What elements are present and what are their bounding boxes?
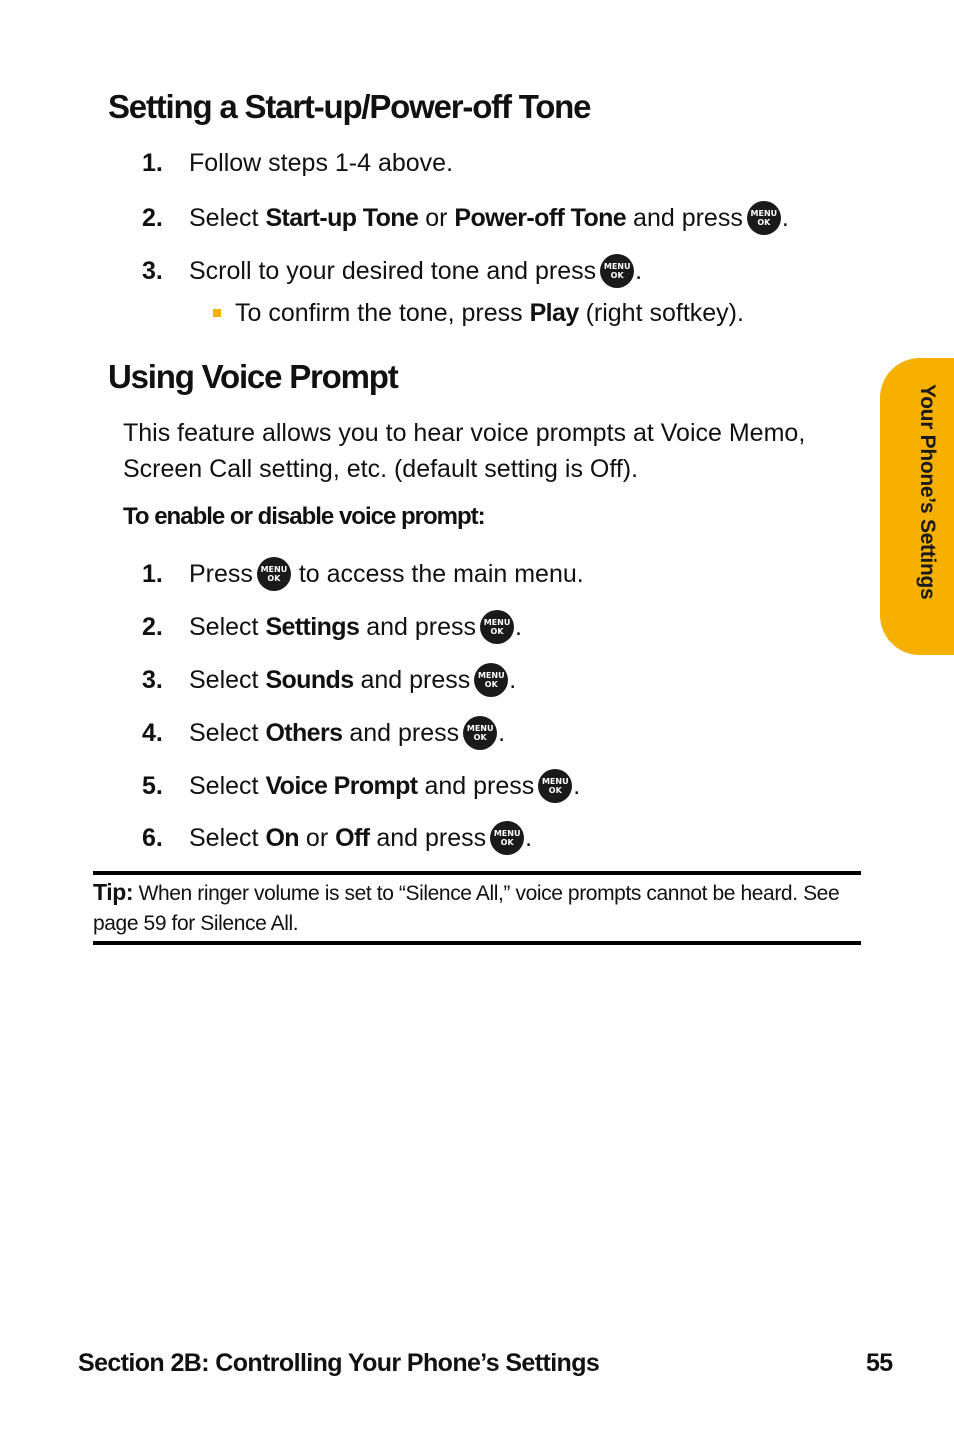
section-title-startup-tone: Setting a Start-up/Power-off Tone xyxy=(108,88,591,125)
menu-ok-key-icon: MENU OK xyxy=(474,663,508,697)
tip-text: When ringer volume is set to “Silence All,” voice prompts cannot be heard. See page 59 for Silence All. xyxy=(93,882,840,935)
option-poweroff-tone: Power-off Tone xyxy=(454,204,627,232)
option-settings: Settings xyxy=(265,613,360,641)
option-on: On xyxy=(265,824,299,852)
option-others: Others xyxy=(265,719,343,747)
step-1: 1. Follow steps 1-4 above. xyxy=(142,149,454,177)
tip-label: Tip: xyxy=(93,879,134,905)
option-sounds: Sounds xyxy=(265,666,354,694)
tip-box xyxy=(93,877,861,939)
vp-step-2: 2. Select Settings and press MENU OK . xyxy=(142,610,522,644)
footer-section-title: Section 2B: Controlling Your Phone’s Settings xyxy=(78,1349,600,1377)
step-3: 3. Scroll to your desired tone and press MENU OK . xyxy=(142,254,642,288)
play-softkey-label: Play xyxy=(529,299,579,327)
bullet-confirm-tone: To confirm the tone, press Play (right softkey). xyxy=(213,298,744,328)
menu-ok-key-icon: MENU OK xyxy=(480,610,514,644)
menu-ok-key-icon: MENU OK xyxy=(257,557,291,591)
menu-ok-key-icon: MENU OK xyxy=(490,821,524,855)
tip-top-rule xyxy=(93,871,861,875)
vp-step-6: 6. Select On or Off and press MENU OK . xyxy=(142,821,532,855)
page-number: 55 xyxy=(866,1349,893,1377)
vp-step-1: 1. Press MENU OK to access the main menu. xyxy=(142,557,584,591)
procedure-heading: To enable or disable voice prompt: xyxy=(123,503,485,530)
side-tab-label: Your Phone’s Settings xyxy=(916,384,939,600)
option-off: Off xyxy=(335,824,370,852)
vp-step-3: 3. Select Sounds and press MENU OK . xyxy=(142,663,516,697)
vp-step-5: 5. Select Voice Prompt and press MENU OK . xyxy=(142,769,580,803)
section-title-voice-prompt: Using Voice Prompt xyxy=(108,358,398,395)
menu-ok-key-icon: MENU OK xyxy=(538,769,572,803)
bullet-square-icon xyxy=(213,309,221,317)
step-2: 2. Select Start-up Tone or Power-off Tone and press MENU OK . xyxy=(142,201,789,235)
vp-step-4: 4. Select Others and press MENU OK . xyxy=(142,716,505,750)
menu-ok-key-icon: MENU OK xyxy=(600,254,634,288)
menu-ok-key-icon: MENU OK xyxy=(747,201,781,235)
option-startup-tone: Start-up Tone xyxy=(265,204,419,232)
tip-bottom-rule xyxy=(93,941,861,945)
option-voice-prompt: Voice Prompt xyxy=(265,772,418,800)
menu-ok-key-icon: MENU OK xyxy=(463,716,497,750)
voice-prompt-intro: This feature allows you to hear voice prompts at Voice Memo, Screen Call setting, etc. (default setting is Off). xyxy=(123,419,806,483)
